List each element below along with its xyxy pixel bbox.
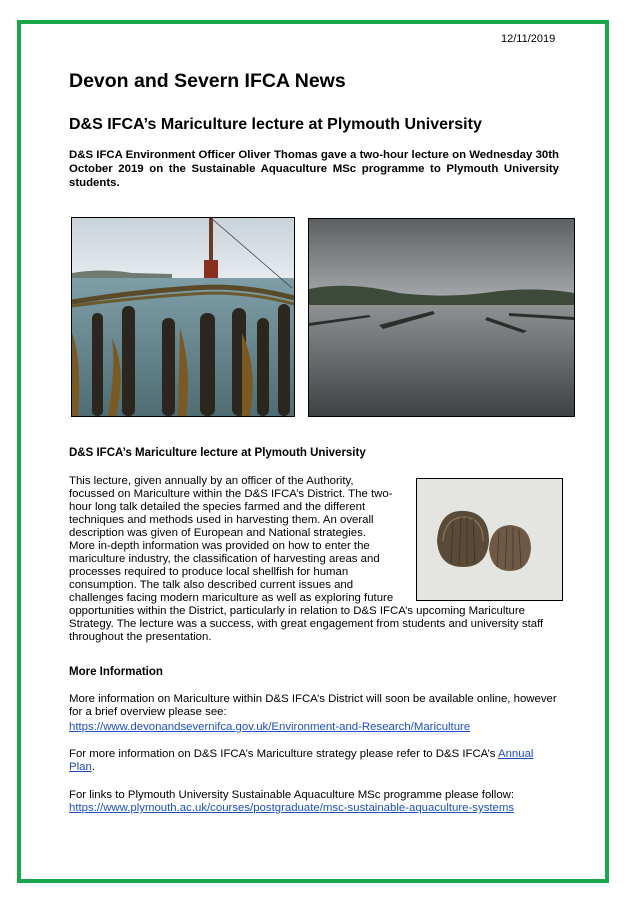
newsletter-title: Devon and Severn IFCA News [69, 70, 346, 92]
body-line: consumption. The talk also described current issues and [69, 579, 354, 591]
body-line: throughout the presentation. [69, 631, 212, 643]
article-title: D&S IFCA’s Mariculture lecture at Plymouth University [69, 116, 482, 133]
body-line: challenges facing modern mariculture as well as exploring future [69, 592, 394, 604]
body-line: focussed on Mariculture within the D&S IFCA’s District. The two- [69, 488, 393, 500]
strategy-text: For more information on D&S IFCA’s Mariculture strategy please refer to D&S IFCA’s [69, 748, 498, 760]
body-line: More in-depth information was provided on how to enter the [69, 540, 370, 552]
body-line: techniques and methods used in harvesting them. An overall [69, 514, 374, 526]
more-info-link-line [69, 721, 561, 734]
annual-plan-link-part2[interactable]: Plan [69, 761, 92, 774]
plymouth-course-link[interactable]: https://www.plymouth.ac.uk/courses/postgraduate/msc-sustainable-aquaculture-systems [69, 802, 515, 814]
newsletter-date: 12/11/2019 [501, 33, 556, 45]
mussel-ropes-photo [71, 217, 295, 417]
plymouth-link-line [69, 802, 561, 815]
lead-paragraph: D&S IFCA Environment Officer Oliver Thomas gave a two-hour lecture on Wednesday 30th October 2019 on the Sustainable Aquaculture MSc programme to Plymouth University students. [69, 149, 559, 189]
body-line: This lecture, given annually by an officer of the Authority, [69, 475, 354, 487]
body-line: opportunities within the District, particularly in relation to D&S IFCA’s upcoming Mariculture [69, 605, 526, 617]
strategy-paragraph [69, 748, 561, 774]
body-line: description was given of European and National strategies. [69, 527, 366, 539]
oyster-trestles-photo [308, 218, 575, 417]
strategy-text-end: . [91, 761, 95, 774]
plymouth-paragraph: For links to Plymouth University Sustainable Aquaculture MSc programme please follow: [69, 789, 515, 801]
section-heading: D&S IFCA’s Mariculture lecture at Plymouth University [69, 447, 366, 459]
body-line: processes required to produce local shellfish for human [69, 566, 349, 578]
mariculture-page-link[interactable]: https://www.devonandsevernifca.gov.uk/Environment-and-Research/Mariculture [69, 721, 471, 733]
body-line: Strategy. The lecture was a success, with great engagement from students and university staff [69, 618, 544, 630]
body-line: hour long talk detailed the species farmed and the different [69, 501, 366, 513]
body-line: mariculture industry, the classification of harvesting areas and [69, 553, 380, 565]
more-info-paragraph: More information on Mariculture within D&S IFCA’s District will soon be available online, however for a brief overview please see: [69, 693, 557, 719]
annual-plan-link-part1[interactable]: Annual [498, 748, 534, 760]
cockle-shells-photo [416, 478, 563, 601]
more-info-heading: More Information [69, 666, 163, 678]
